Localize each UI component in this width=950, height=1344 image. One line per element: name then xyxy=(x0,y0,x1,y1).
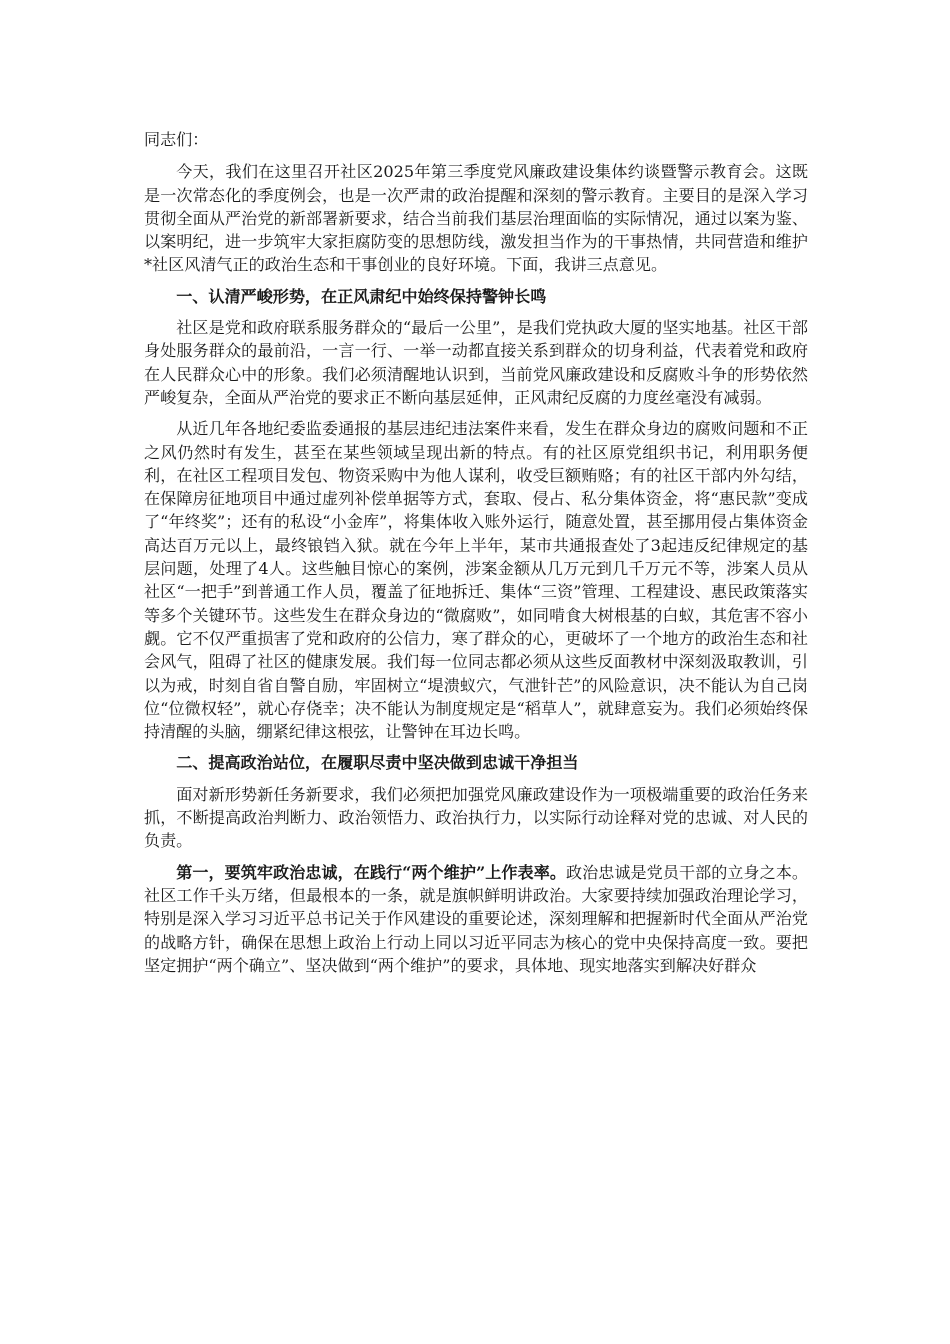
section-2-first-point xyxy=(144,861,808,977)
section-1-heading: 一、认清严峻形势，在正风肃纪中始终保持警钟长鸣 xyxy=(176,286,547,306)
salutation: 同志们： xyxy=(144,130,209,149)
document-page xyxy=(144,128,808,985)
section-1-paragraph-2: 从近几年各地纪委监委通报的基层违纪违法案件来看，发生在群众身边的腐败问题和不正之风仍然时有发生，甚至在某些领域呈现出新的特点。有的社区原党组织书记，利用职务便利，在社区工程项目发包、物资采购中为他人谋利，收受巨额贿赂；有的社区干部内外勾结，在保障房征地项目中通过虚列补偿单据等方式，套取、侵占、私分集体资金，将“惠民款”变成了“年终奖”；还有的私设“小金库”，将集体收入账外运行，随意处置，甚至挪用侵占集体资金高达百万元以上，最终锒铛入狱。就在今年上半年，某市共通报查处了3起违反纪律规定的基层问题，处理了4人。这些触目惊心的案例，涉案金额从几万元到几千万元不等，涉案人员从社区“一把手”到普通工作人员，覆盖了征地拆迁、集体“三资”管理、工程建设、惠民政策落实等多个关键环节。这些发生在群众身边的“微腐败”，如同啃食大树根基的白蚁，其危害不容小觑。它不仅严重损害了党和政府的公信力，寒了群众的心，更破坏了一个地方的政治生态和社会风气，阻碍了社区的健康发展。我们每一位同志都必须从这些反面教材中深刻汲取教训，引以为戒，时刻自省自警自励，牢固树立“堤溃蚁穴，气泄针芒”的风险意识，决不能认为自己岗位“位微权轻”，就心存侥幸；决不能认为制度规定是“稻草人”，就肆意妄为。我们必须始终保持清醒的头脑，绷紧纪律这根弦，让警钟在耳边长鸣。 xyxy=(144,419,808,742)
section-1-paragraph-1: 社区是党和政府联系服务群众的“最后一公里”，是我们党执政大厦的坚实地基。社区干部身处服务群众的最前沿，一言一行、一举一动都直接关系到群众的切身利益，代表着党和政府在人民群众心中的形象。我们必须清醒地认识到，当前党风廉政建设和反腐败斗争的形势依然严峻复杂，全面从严治党的要求正不断向基层延伸，正风肃纪反腐的力度丝毫没有减弱。 xyxy=(144,318,808,407)
first-point-body: 政治忠诚是党员干部的立身之本。社区工作千头万绪，但最根本的一条，就是旗帜鲜明讲政治。大家要持续加强政治理论学习，特别是深入学习习近平总书记关于作风建设的重要论述，深刻理解和把握新时代全面从严治党的战略方针，确保在思想上政治上行动上同以习近平同志为核心的党中央保持高度一致。要把坚定拥护“两个确立”、坚决做到“两个维护”的要求，具体地、现实地落实到解决好群众 xyxy=(144,862,809,975)
intro-paragraph: 今天，我们在这里召开社区2025年第三季度党风廉政建设集体约谈暨警示教育会。这既是一次常态化的季度例会，也是一次严肃的政治提醒和深刻的警示教育。主要目的是深入学习贯彻全面从严治党的新部署新要求，结合当前我们基层治理面临的实际情况，通过以案为鉴、以案明纪，进一步筑牢大家拒腐防变的思想防线，激发担当作为的干事热情，共同营造和维护*社区风清气正的政治生态和干事创业的良好环境。下面，我讲三点意见。 xyxy=(144,162,808,275)
section-2-heading: 二、提高政治站位，在履职尽责中坚决做到忠诚干净担当 xyxy=(176,753,579,773)
section-2-paragraph-1: 面对新形势新任务新要求，我们必须把加强党风廉政建设作为一项极端重要的政治任务来抓，不断提高政治判断力、政治领悟力、政治执行力，以实际行动诠释对党的忠诚、对人民的负责。 xyxy=(144,784,808,851)
first-point-lead: 第一，要筑牢政治忠诚，在践行“两个维护”上作表率。 xyxy=(176,862,566,882)
